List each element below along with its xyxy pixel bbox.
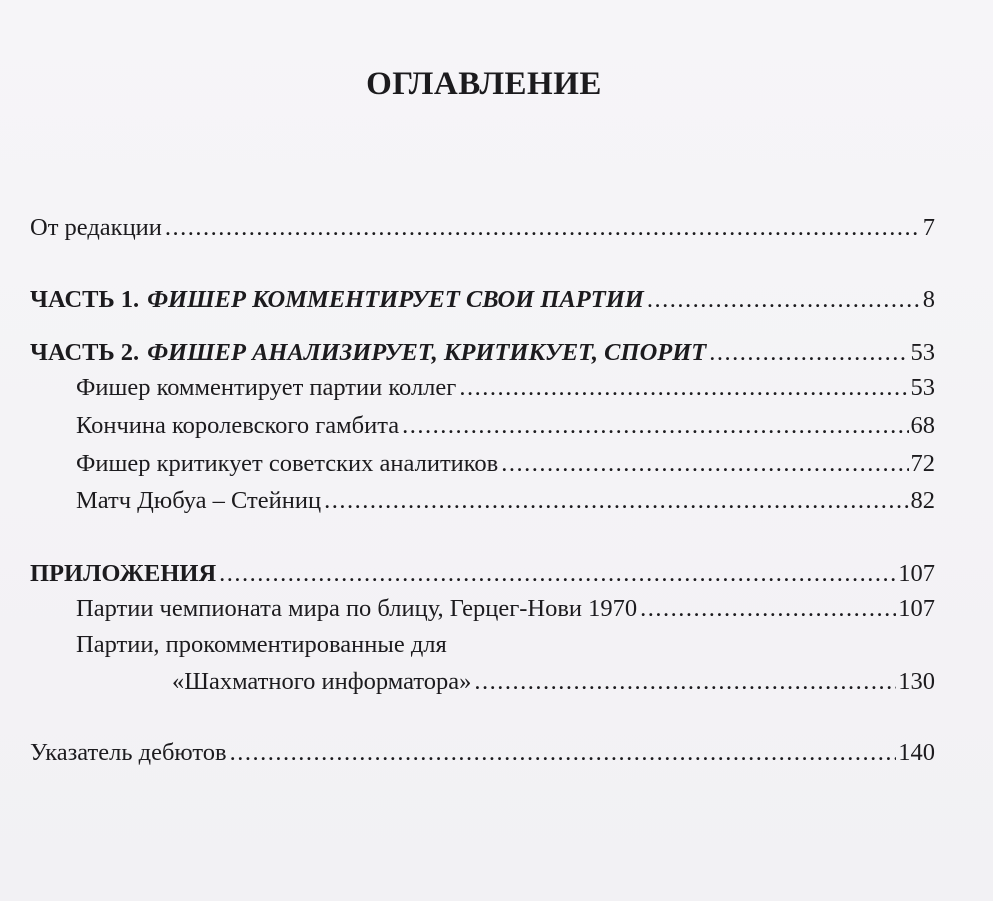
toc-subentry[interactable] [76,447,935,481]
part-prefix: ЧАСТЬ 1. [30,286,140,313]
toc-page-number: 72 [910,450,935,477]
toc-subentry[interactable] [76,409,935,443]
leader-dots [219,557,896,591]
toc-subentry[interactable] [76,484,935,518]
leader-dots [709,336,908,370]
toc-entry-label: Указатель дебютов [30,739,227,766]
toc-entry-label: «Шахматного информатора» [172,668,472,695]
page-title: ОГЛАВЛЕНИЕ [366,66,602,102]
toc-subentry[interactable] [76,592,935,626]
part-prefix: ЧАСТЬ 2. [30,339,140,366]
toc-page-number: 107 [898,560,935,587]
leader-dots [501,447,908,481]
toc-entry-foreword[interactable] [30,211,935,245]
toc-entry-part-1[interactable] [30,283,935,317]
toc-entry-index[interactable] [30,736,935,770]
toc-page-number: 140 [898,739,935,766]
leader-dots [459,371,908,405]
toc-page-number: 107 [898,595,935,622]
part-title: ФИШЕР АНАЛИЗИРУЕТ, КРИТИКУЕТ, СПОРИТ [147,339,707,366]
toc-entry-part-2[interactable] [30,336,935,370]
leader-dots [647,283,921,317]
part-title: ФИШЕР КОММЕНТИРУЕТ СВОИ ПАРТИИ [147,286,644,313]
toc-page-number: 8 [922,286,935,313]
toc-subentry[interactable] [172,665,935,699]
toc-page-number: 53 [910,374,935,401]
leader-dots [474,665,896,699]
toc-subentry-line: Партии, прокомментированные для [76,631,447,658]
toc-entry-label: От редакции [30,214,162,241]
toc-entry-label: Фишер комментирует партии коллег [76,374,457,401]
leader-dots [324,484,908,518]
leader-dots [402,409,908,443]
toc-page-number: 53 [910,339,935,366]
toc-subentry[interactable] [76,371,935,405]
toc-entry-label: Фишер критикует советских аналитиков [76,450,499,477]
toc-entry-label: ПРИЛОЖЕНИЯ [30,560,217,587]
toc-page-number: 7 [922,214,935,241]
leader-dots [230,736,897,770]
toc-entry-appendix[interactable] [30,557,935,591]
toc-page-number: 68 [910,412,935,439]
leader-dots [640,592,896,626]
toc-page-number: 82 [910,487,935,514]
toc-page-number: 130 [898,668,935,695]
toc-entry-label: Партии чемпионата мира по блицу, Герцег-Нови 1970 [76,595,638,622]
leader-dots [165,211,921,245]
toc-entry-label: Матч Дюбуа – Стейниц [76,487,322,514]
toc-entry-label: Кончина королевского гамбита [76,412,400,439]
